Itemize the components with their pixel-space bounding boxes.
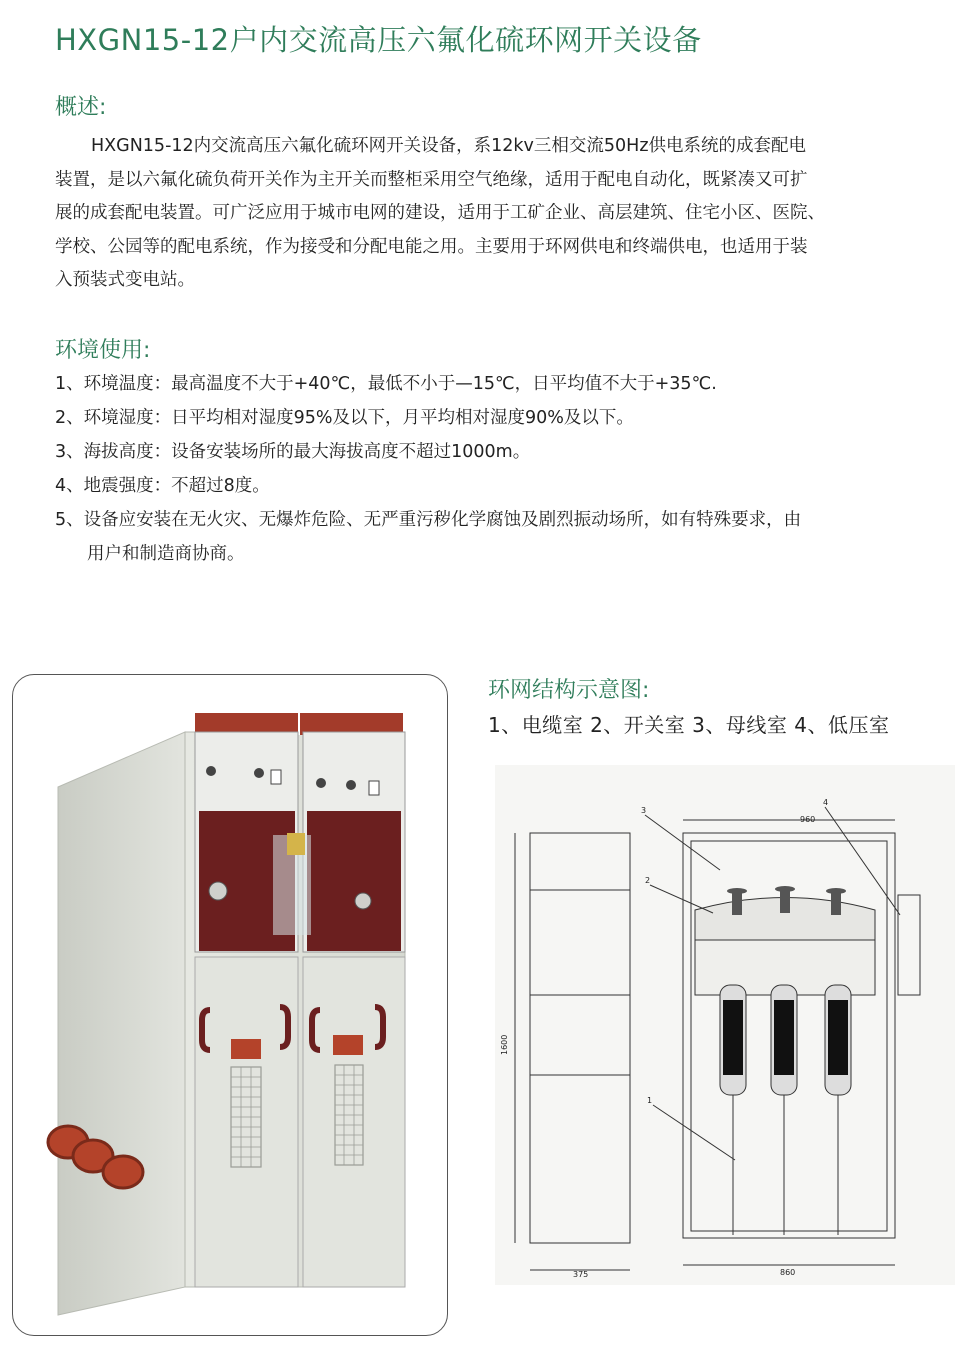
switchgear-illustration xyxy=(13,675,447,1335)
callout-2: 2 xyxy=(645,876,651,885)
structure-diagram xyxy=(495,765,955,1285)
overview-line: HXGN15-12内交流高压六氟化硫环网开关设备，系12kv三相交流50Hz供电系统的成套配电 xyxy=(91,136,807,156)
environment-item: 1、环境温度：最高温度不大于+40℃，最低不小于—15℃，日平均值不大于+35℃. xyxy=(55,374,717,394)
callout-4: 4 xyxy=(823,798,829,807)
overview-line: 装置，是以六氟化硫负荷开关作为主开关而整柜采用空气绝缘，适用于配电自动化，既紧凑又可扩 xyxy=(55,169,808,190)
structure-drawing xyxy=(495,765,955,1285)
page-title: HXGN15-12户内交流高压六氟化硫环网开关设备 xyxy=(55,23,702,57)
dim-depth: 375 xyxy=(573,1270,589,1279)
dim-width-bottom: 860 xyxy=(780,1268,796,1277)
diagram-heading: 环网结构示意图: xyxy=(488,678,650,703)
overview-line: 学校、公园等的配电系统，作为接受和分配电能之用。主要用于环网供电和终端供电，也适用于装 xyxy=(55,236,808,257)
dim-width-top: 960 xyxy=(800,815,816,824)
switchgear-photo xyxy=(12,674,448,1336)
environment-item: 4、地震强度：不超过8度。 xyxy=(55,476,270,496)
environment-item: 3、海拔高度：设备安装场所的最大海拔高度不超过1000m。 xyxy=(55,442,531,462)
environment-heading: 环境使用: xyxy=(55,338,151,363)
environment-item: 5、设备应安装在无火灾、无爆炸危险、无严重污秽化学腐蚀及剧烈振动场所，如有特殊要求，由 xyxy=(55,510,802,530)
callout-3: 3 xyxy=(641,806,647,815)
overview-paragraph xyxy=(55,130,905,298)
overview-line: 入预装式变电站。 xyxy=(55,270,195,290)
callout-1: 1 xyxy=(647,1096,653,1105)
environment-item-continuation: 用户和制造商协商。 xyxy=(87,544,245,564)
diagram-legend: 1、电缆室 2、开关室 3、母线室 4、低压室 xyxy=(488,713,890,737)
overview-heading: 概述: xyxy=(55,95,107,120)
overview-line: 展的成套配电装置。可广泛应用于城市电网的建设，适用于工矿企业、高层建筑、住宅小区、医院、 xyxy=(55,203,825,223)
environment-list xyxy=(55,367,935,571)
environment-item: 2、环境湿度：日平均相对湿度95%及以下，月平均相对湿度90%及以下。 xyxy=(55,408,634,428)
dim-height: 1600 xyxy=(500,1034,509,1055)
